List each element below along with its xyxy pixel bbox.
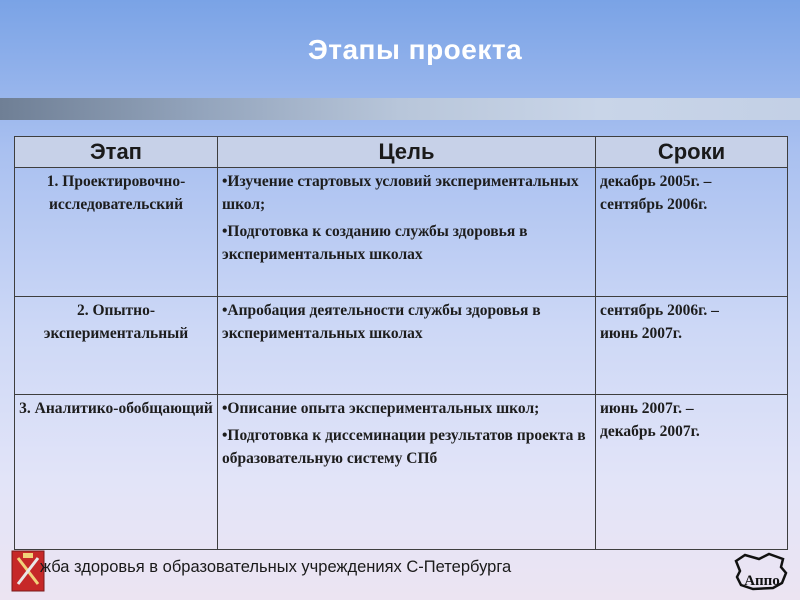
date-start: июнь 2007г. – — [600, 400, 694, 417]
header-goal: Цель — [218, 137, 596, 168]
stage-cell: 1. Проектировочно-исследовательский — [15, 168, 218, 297]
stage-cell: 2. Опытно-экспериментальный — [15, 297, 218, 395]
footer-caption: жба здоровья в образовательных учреждениях С-Петербурга — [40, 558, 512, 576]
date-end: декабрь 2007г. — [600, 423, 700, 440]
goal-item: •Подготовка к созданию службы здоровья в экспериментальных школах — [222, 223, 528, 263]
date-end: сентябрь 2006г. — [600, 196, 708, 213]
appo-logo-icon — [733, 551, 789, 593]
header-dates: Сроки — [596, 137, 788, 168]
slide-title: Этапы проекта — [307, 34, 523, 65]
table-row — [15, 168, 788, 297]
goal-item: •Изучение стартовых условий экспериментальных школ; — [222, 173, 579, 213]
table-row — [15, 297, 788, 395]
date-start: декабрь 2005г. – — [600, 173, 712, 190]
dates-cell — [596, 297, 788, 395]
goal-item: •Описание опыта экспериментальных школ; — [222, 400, 540, 417]
header-stage: Этап — [15, 137, 218, 168]
goal-item: •Апробация деятельности службы здоровья в экспериментальных школах — [222, 302, 541, 342]
date-end: июнь 2007г. — [600, 325, 682, 342]
goal-cell — [218, 395, 596, 550]
dates-cell — [596, 395, 788, 550]
table-header-row — [15, 137, 788, 168]
goal-cell — [218, 297, 596, 395]
title-divider-stripe — [0, 98, 800, 120]
date-start: сентябрь 2006г. – — [600, 302, 719, 319]
dates-cell — [596, 168, 788, 297]
stage-cell: 3. Аналитико-обобщающий — [15, 395, 218, 550]
goal-cell — [218, 168, 596, 297]
logo-text: Аппо — [744, 573, 780, 589]
goal-item: •Подготовка к диссеминации результатов проекта в образовательную систему СПб — [222, 427, 586, 467]
table-row — [15, 395, 788, 550]
project-stages-table — [14, 136, 788, 550]
